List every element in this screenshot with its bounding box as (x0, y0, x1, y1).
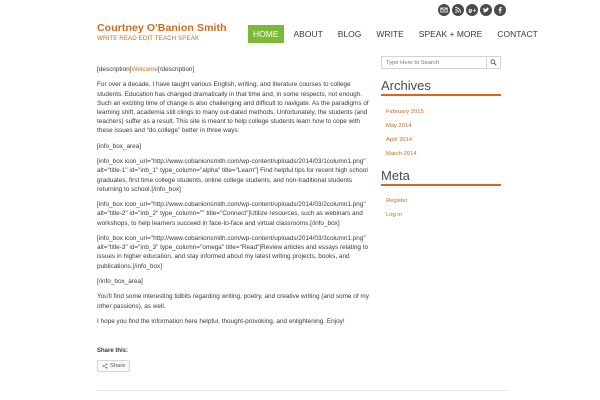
meta-list (386, 194, 408, 222)
email-icon[interactable] (438, 4, 450, 16)
info-box-read: [info_box icon_url="http://www.cobanionsmith.com/wp-content/uploads/2014/03/3column1.png" alt="title-3" id="inb_3" type_column="omega" title="Read"]Review articles and essays relating to issues in higher education, and stay informed about my latest writing projects, books, and publications.[/info_box] (97, 234, 369, 270)
info-box-area-close: [/info_box_area] (97, 277, 143, 285)
archives-list (386, 105, 424, 161)
content-divider (97, 390, 507, 391)
archives-underline (381, 94, 501, 96)
archive-link[interactable]: April 2014 (386, 137, 413, 143)
facebook-icon[interactable] (494, 4, 506, 16)
site-brand[interactable] (97, 22, 227, 42)
twitter-icon[interactable] (480, 4, 492, 16)
meta-heading (381, 168, 501, 183)
site-title[interactable]: Courtney O'Banion Smith (97, 22, 227, 34)
archives-heading (381, 78, 501, 93)
svg-text:g+: g+ (468, 8, 476, 14)
nav-home[interactable]: HOME (248, 25, 284, 43)
main-nav (248, 25, 548, 43)
login-link[interactable]: Log in (386, 212, 402, 218)
search-input[interactable] (382, 57, 486, 68)
search-box (381, 56, 501, 69)
intro-paragraph: For over a decade, I have taught various English, writing, and literature courses to college students. Education has changed dramatically in that time and, in some respects, not enough. Such an exciting time of change is also challenging and difficult to navigate. As the paradigms of learning shift, academia still clings to many out-dated methods. Unfortunately, the students (and teachers) suffer as a result. This site is meant to help college students learn how to cope with these issues and “do college” better in three ways: (97, 81, 369, 135)
info-box-learn: [info_box icon_url="http://www.cobanionsmith.com/wp-content/uploads/2014/03/1column1.png" alt="title-1" id="inb_1" type_column="alpha" title="Learn"] Find helpful tips for recent high school graduates, first time college students, online college students, and non-traditional students returning to school.[/info_box] (97, 158, 368, 193)
share-icon (102, 363, 108, 369)
google-plus-icon[interactable] (466, 4, 478, 16)
share-button-label: Share (110, 363, 126, 369)
info-box-area-open: [info_box_area] (97, 142, 142, 150)
search-button[interactable] (486, 57, 500, 68)
archive-link[interactable]: May 2014 (386, 123, 412, 129)
archive-link[interactable]: March 2014 (386, 151, 417, 157)
nav-contact[interactable]: CONTACT (497, 29, 538, 39)
archives-title: Archives (381, 78, 431, 93)
search-icon (490, 59, 497, 66)
info-box-connect: [info_box icon_url="http://www.cobanionsmith.com/wp-content/uploads/2014/03/2column1.png" alt="title-2" id="inb_2" type_column="" title="Connect"]Utilize resources, such as webinars and workshops, to help learners succeed in face-to-face and virtual classrooms.[/info_box] (97, 201, 366, 227)
meta-underline (381, 184, 501, 186)
share-heading: Share this: (97, 348, 129, 354)
social-icons (438, 4, 506, 16)
share-button[interactable] (97, 360, 130, 372)
meta-title: Meta (381, 168, 410, 183)
nav-blog[interactable]: BLOG (337, 29, 362, 39)
desc-open-tag: [description] (97, 66, 132, 73)
tidbits-paragraph: You'll find some interesting tidbits regarding writing, poetry, and creative writing (and some of my other passions), as well. (97, 293, 369, 310)
site-tagline: WRITE READ EDIT TEACH SPEAK (97, 35, 200, 42)
description-line (97, 65, 373, 74)
nav-about[interactable]: ABOUT (293, 29, 323, 39)
nav-speak-more[interactable]: SPEAK + MORE (418, 29, 483, 39)
archive-link[interactable]: February 2015 (386, 109, 424, 115)
rss-icon[interactable] (452, 4, 464, 16)
desc-close-tag: [/description] (158, 66, 195, 73)
welcome-link[interactable]: Welcome (131, 66, 158, 73)
register-link[interactable]: Register (386, 198, 408, 204)
closing-paragraph: I hope you find the information here helpful, thought-provoking, and enlightening. Enjoy! (97, 317, 345, 325)
nav-write[interactable]: WRITE (376, 29, 404, 39)
main-content (97, 65, 373, 332)
